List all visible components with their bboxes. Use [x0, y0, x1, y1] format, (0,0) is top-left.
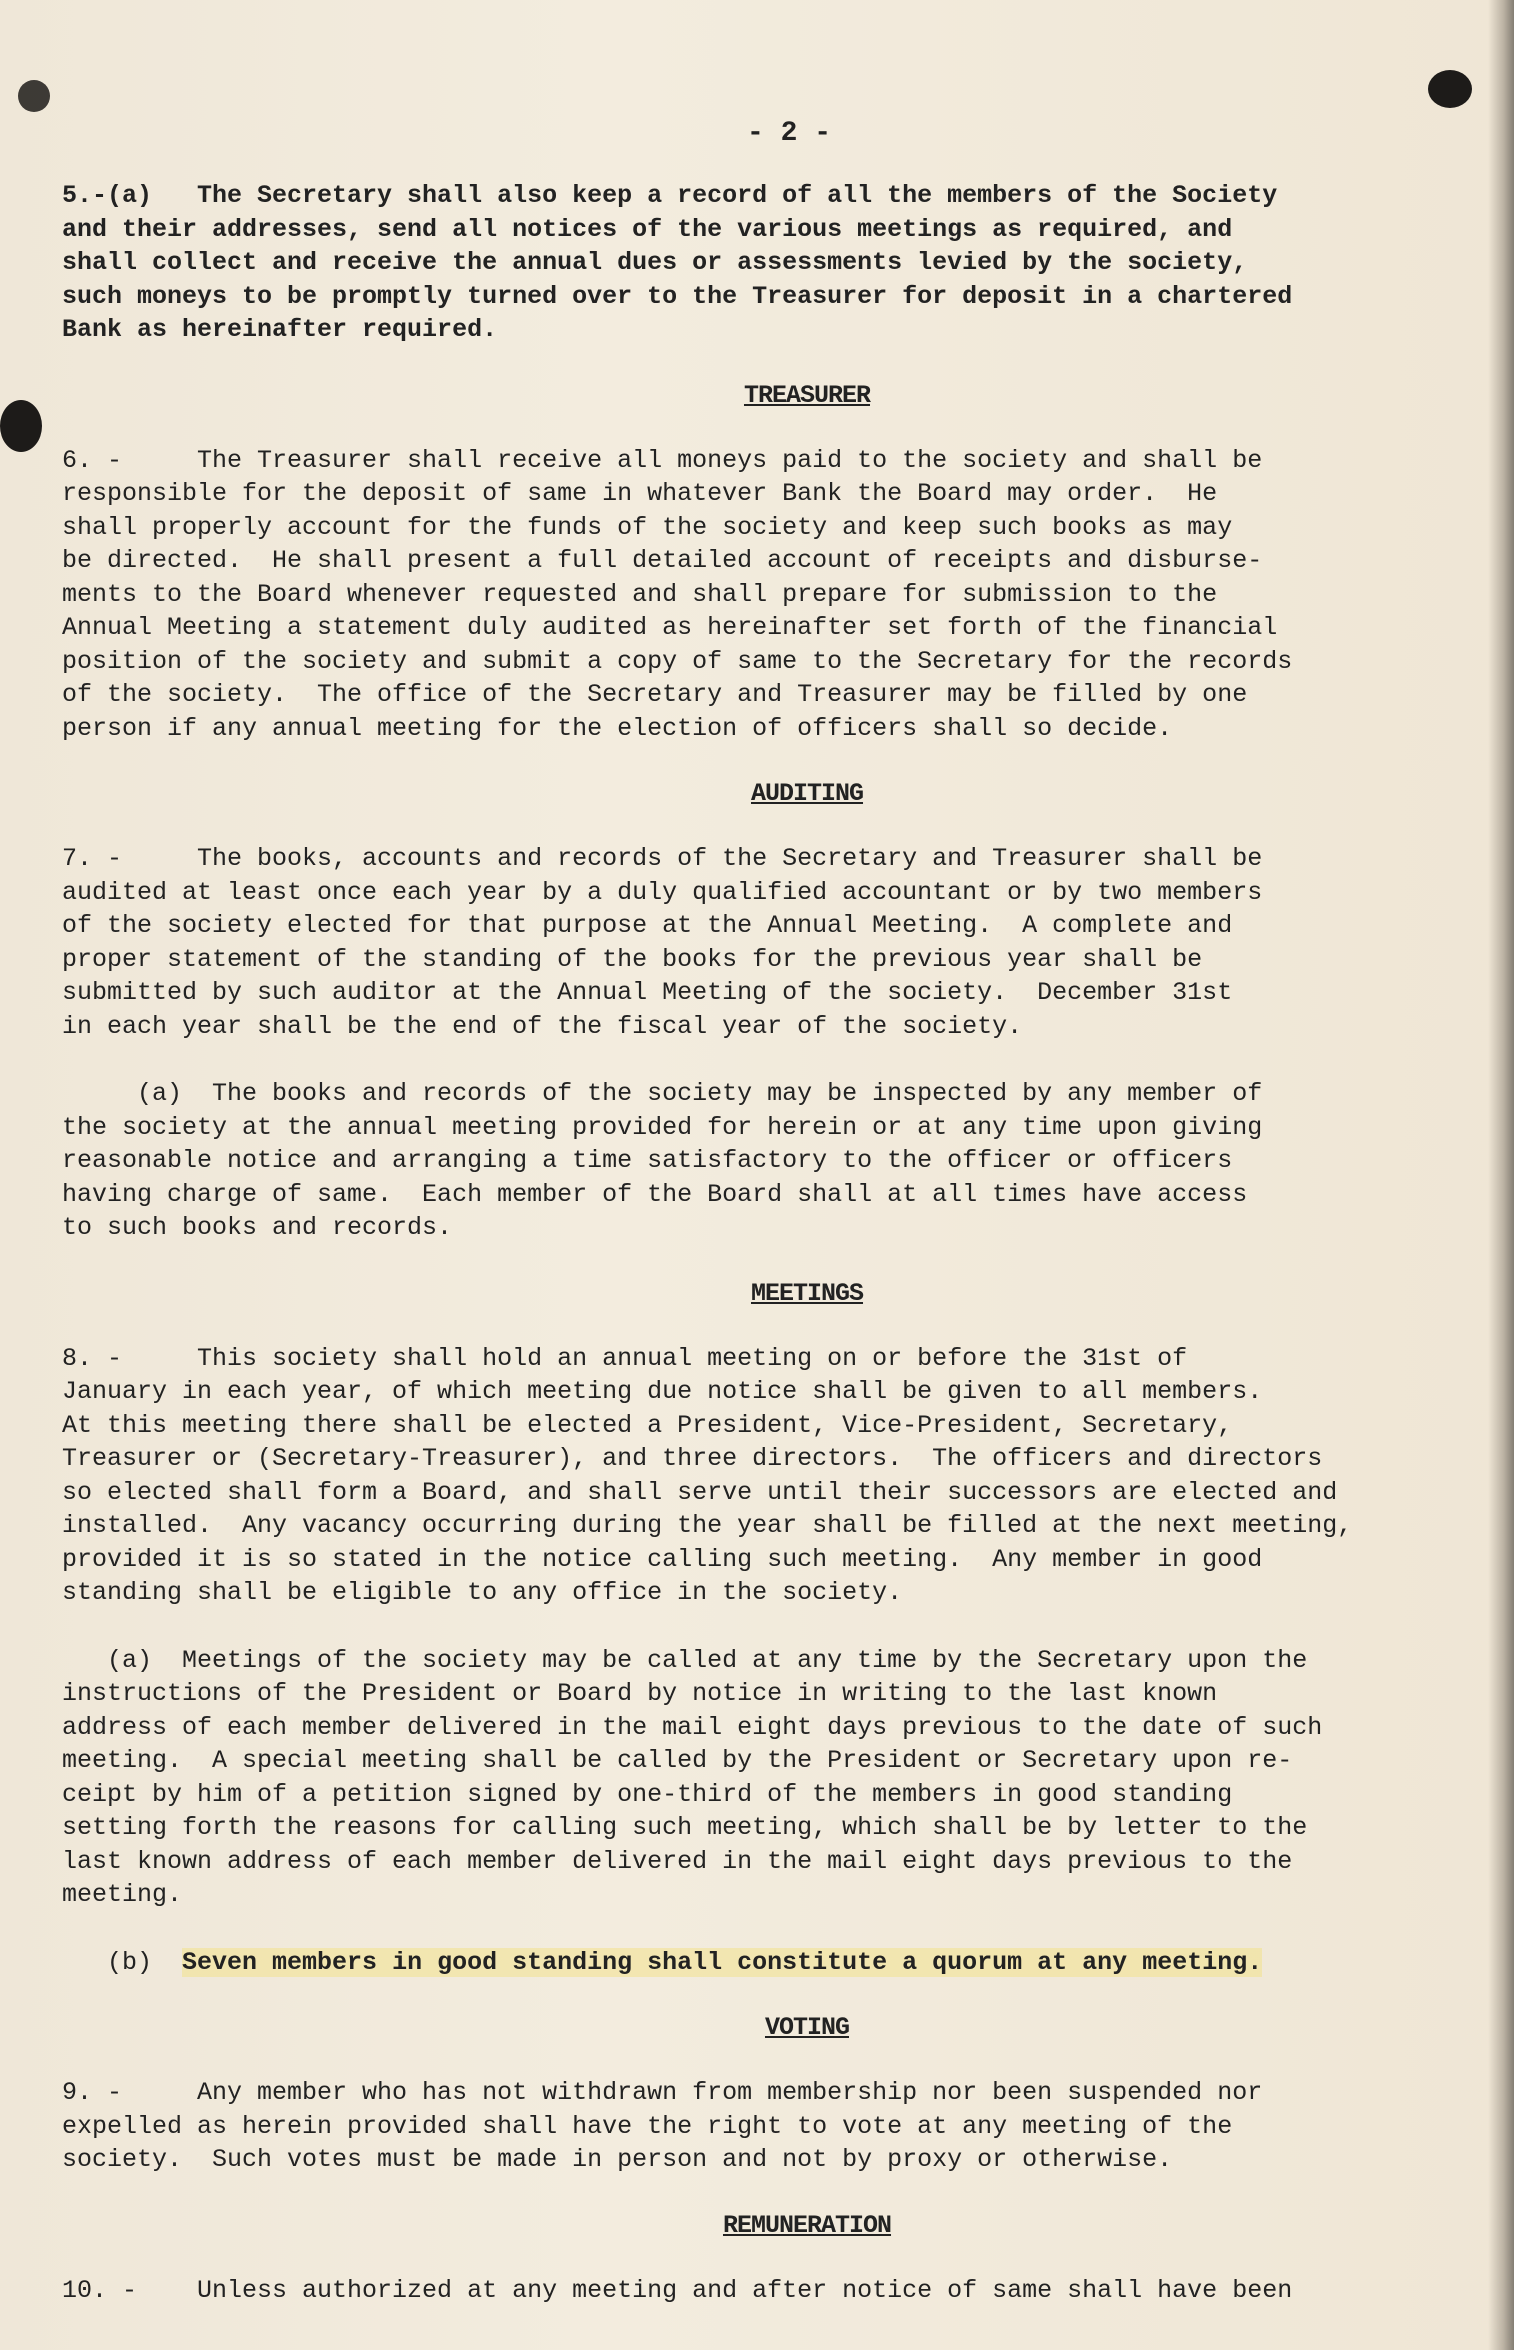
binder-hole	[18, 80, 50, 112]
page-number: - 2 -	[746, 118, 831, 149]
section-heading-meetings: MEETINGS	[750, 1278, 864, 1308]
paragraph-7: 7. - The books, accounts and records of the Secretary and Treasurer shall be audited at least once each year by a duly qualified accountant or by two members of the society elected for that purpose at the Annual Meeting. A complete and proper statement of the standing of the books for the previous year shall be submitted by such auditor at the Annual Meeting of the society. December 31st in each year shall be the end of the fiscal year of the society.	[62, 844, 1263, 1041]
binder-hole	[0, 400, 42, 452]
section-heading-remuneration: REMUNERATION	[722, 2210, 892, 2240]
section-heading-treasurer: TREASURER	[743, 380, 871, 410]
paragraph-9: 9. - Any member who has not withdrawn from membership nor been suspended nor expelled as herein provided shall have the right to vote at any meeting of the society. Such votes must be made in person and not by proxy or otherwise.	[62, 2078, 1263, 2174]
paragraph-8: 8. - This society shall hold an annual meeting on or before the 31st of January in each year, of which meeting due notice shall be given to all members. At this meeting there shall be elected a President, Vice-President, Secretary, Treasurer or (Secretary-Treasurer), and three directors. The officers and directors so elected shall form a Board, and shall serve until their successors are elected and installed. Any vacancy occurring during the year shall be filled at the next meeting, provided it is so stated in the notice calling such meeting. Any member in good standing shall be eligible to any office in the society.	[62, 1343, 1353, 1607]
paragraph-8b: (b) Seven members in good standing shall constitute a quorum at any meeting.	[62, 1947, 1263, 1977]
section-heading-voting: VOTING	[764, 2013, 849, 2042]
section-heading-auditing: AUDITING	[750, 779, 864, 808]
paragraph-5a: 5.-(a) The Secretary shall also keep a record of all the members of the Society and their addresses, send all notices of the various meetings as required, and shall collect and receive the annual dues or assessments levied by the society, such moneys to be promptly turned over to the Treasurer for deposit in a chartered Bank as hereinafter required.	[62, 181, 1293, 344]
paragraph-10: 10. - Unless authorized at any meeting and after notice of same shall have been	[62, 2275, 1293, 2305]
document-body	[62, 118, 1492, 2341]
paragraph-6: 6. - The Treasurer shall receive all moneys paid to the society and shall be responsible for the deposit of same in whatever Bank the Board may order. He shall properly account for the funds of the society and keep such books as may be directed. He shall present a full detailed account of receipts and disburse- ments to the Board whenever requested and shall prepare for submission to the Annual Meeting a statement duly audited as hereinafter set forth of the financial position of the society and submit a copy of same to the Secretary for the records of the society. The office of the Secretary and Treasurer may be filled by one person if any annual meeting for the election of officers shall so decide.	[62, 445, 1293, 743]
binder-hole	[1428, 70, 1472, 108]
page-edge-shadow	[1488, 0, 1514, 2350]
highlighted-quorum-text: Seven members in good standing shall constitute a quorum at any meeting.	[182, 1947, 1263, 1977]
paragraph-7a: (a) The books and records of the society may be inspected by any member of the society at the annual meeting provided for herein or at any time upon giving reasonable notice and arranging a time satisfactory to the officer or officers having charge of same. Each member of the Board shall at all times have access to such books and records.	[62, 1079, 1263, 1242]
paragraph-8a: (a) Meetings of the society may be called at any time by the Secretary upon the instructions of the President or Board by notice in writing to the last known address of each member delivered in the mail eight days previous to the date of such meeting. A special meeting shall be called by the President or Secretary upon re- ceipt by him of a petition signed by one-third of the members in good standing setting forth the reasons for calling such meeting, which shall be by letter to the last known address of each member delivered in the mail eight days previous to the meeting.	[62, 1645, 1323, 1909]
